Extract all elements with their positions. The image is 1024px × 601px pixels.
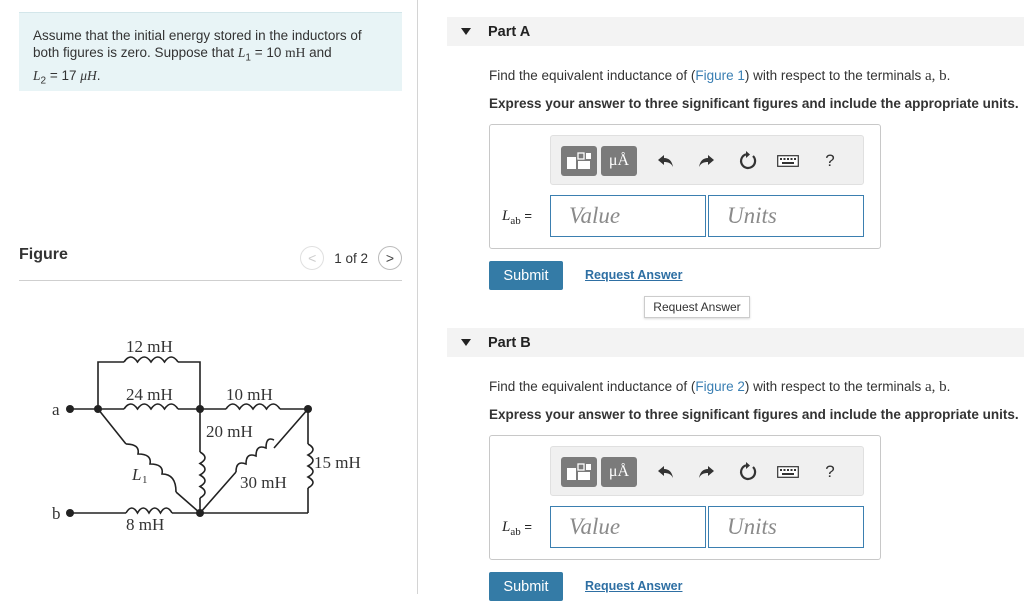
label-20mh: 20 mH (206, 422, 253, 441)
coil-24mh (124, 404, 178, 409)
redo-icon[interactable] (695, 146, 717, 176)
problem-statement (19, 12, 402, 91)
help-icon[interactable]: ? (825, 462, 835, 481)
collapse-caret-icon[interactable] (461, 339, 471, 346)
part-a-units-input[interactable] (708, 195, 864, 237)
part-b-label-sub: ab (510, 526, 521, 538)
collapse-caret-icon[interactable] (461, 28, 471, 35)
l2-unit: μH (80, 67, 97, 83)
part-a-q-pre: Find the equivalent inductance of ( (489, 68, 696, 83)
units-icon[interactable] (601, 146, 637, 176)
label-8mh: 8 mH (126, 515, 165, 534)
l2-value: = 17 (46, 67, 81, 83)
figure-count: 1 of 2 (334, 250, 368, 266)
part-a-submit-button[interactable]: Submit (489, 261, 563, 290)
next-figure-button[interactable]: > (378, 246, 402, 270)
coil-8mh (126, 508, 172, 513)
figure-title: Figure (19, 246, 68, 263)
figure-header (19, 240, 402, 281)
label-30mh: 30 mH (240, 473, 287, 492)
terminal-a-dot (66, 405, 74, 413)
intro-line1: Assume that the initial energy stored in the inductors of (33, 28, 362, 43)
undo-icon[interactable] (655, 146, 677, 176)
label-l1-sub: 1 (142, 474, 148, 486)
part-b-q-post: ) with respect to the terminals (744, 379, 925, 394)
node-top-mid (196, 405, 204, 413)
request-answer-tooltip: Request Answer (644, 296, 750, 318)
circuit-nodes (66, 405, 312, 517)
part-a-value-input[interactable] (550, 195, 706, 237)
l2-symbol: L (33, 67, 41, 83)
coil-10mh (226, 404, 280, 409)
part-b-units-input[interactable] (708, 506, 864, 548)
left-pane (0, 0, 418, 594)
part-a-header[interactable] (447, 17, 1024, 46)
figure-2-link[interactable]: Figure 2 (695, 379, 745, 394)
part-b-terminals: a, b (925, 379, 947, 395)
node-top-right (304, 405, 312, 413)
part-a-answer-box (489, 124, 881, 249)
intro-line2: both figures is zero. Suppose that (33, 45, 238, 60)
intro-period: . (96, 67, 101, 83)
part-a-label (502, 207, 532, 227)
part-a-title: Part A (488, 23, 531, 40)
help-icon[interactable]: ? (825, 151, 835, 170)
units-glyph: μÅ (608, 152, 630, 169)
part-b-q-pre: Find the equivalent inductance of ( (489, 379, 696, 394)
coil-20mh (200, 452, 205, 498)
part-a-label-symbol: L (502, 208, 511, 224)
part-b-label (502, 518, 532, 538)
intro-and: and (305, 45, 332, 60)
part-a-q-end: . (946, 68, 951, 83)
circuit-figure (40, 320, 380, 540)
part-b-instruction: Express your answer to three significant figures and include the appropriate units. (489, 407, 1019, 422)
part-b-answer-box (489, 435, 881, 560)
label-a: a (52, 400, 60, 419)
units-icon[interactable] (601, 457, 637, 487)
reset-icon[interactable] (737, 146, 759, 176)
l1-value: = 10 (250, 45, 286, 60)
part-a-label-eq: = (520, 208, 532, 223)
undo-icon[interactable] (655, 457, 677, 487)
templates-icon[interactable] (561, 146, 597, 176)
part-a-question (489, 68, 950, 85)
part-a-terminals: a, b (925, 68, 947, 84)
part-b-question (489, 379, 950, 396)
label-12mh: 12 mH (126, 337, 173, 356)
label-l1: L (132, 465, 142, 484)
coil-15mh (308, 444, 313, 488)
prev-figure-button[interactable]: < (300, 246, 324, 270)
part-a-q-post: ) with respect to the terminals (744, 68, 925, 83)
math-toolbar (550, 446, 864, 496)
figure-1-link[interactable]: Figure 1 (695, 68, 745, 83)
part-b-submit-button[interactable]: Submit (489, 572, 563, 601)
part-a-request-answer-link[interactable]: Request Answer (585, 268, 683, 282)
label-24mh: 24 mH (126, 385, 173, 404)
label-15mh: 15 mH (314, 453, 361, 472)
templates-icon[interactable] (561, 457, 597, 487)
node-a (94, 405, 102, 413)
wire-terminals (70, 409, 98, 513)
part-a-instruction: Express your answer to three significant figures and include the appropriate units. (489, 96, 1019, 111)
part-b-label-eq: = (520, 519, 532, 534)
units-glyph: μÅ (608, 463, 630, 480)
label-10mh: 10 mH (226, 385, 273, 404)
wire-l1 (98, 409, 200, 513)
l1-subscript: 1 (245, 52, 251, 64)
l1-unit: mH (285, 45, 306, 60)
coil-12mh (124, 357, 178, 362)
terminal-b-dot (66, 509, 74, 517)
keyboard-icon[interactable] (775, 457, 801, 487)
label-b: b (52, 504, 61, 523)
coil-30mh (236, 439, 274, 472)
part-a-label-sub: ab (510, 215, 521, 227)
math-toolbar (550, 135, 864, 185)
part-b-request-answer-link[interactable]: Request Answer (585, 579, 683, 593)
l2-subscript: 2 (40, 75, 47, 87)
keyboard-icon[interactable] (775, 146, 801, 176)
part-b-value-input[interactable] (550, 506, 706, 548)
part-b-title: Part B (488, 334, 531, 351)
part-b-q-end: . (946, 379, 951, 394)
part-b-label-symbol: L (502, 519, 511, 535)
figure-pager (300, 246, 402, 270)
redo-icon[interactable] (695, 457, 717, 487)
part-b-header[interactable] (447, 328, 1024, 357)
l1-symbol: L (237, 45, 246, 60)
node-bottom-mid (196, 509, 204, 517)
reset-icon[interactable] (737, 457, 759, 487)
